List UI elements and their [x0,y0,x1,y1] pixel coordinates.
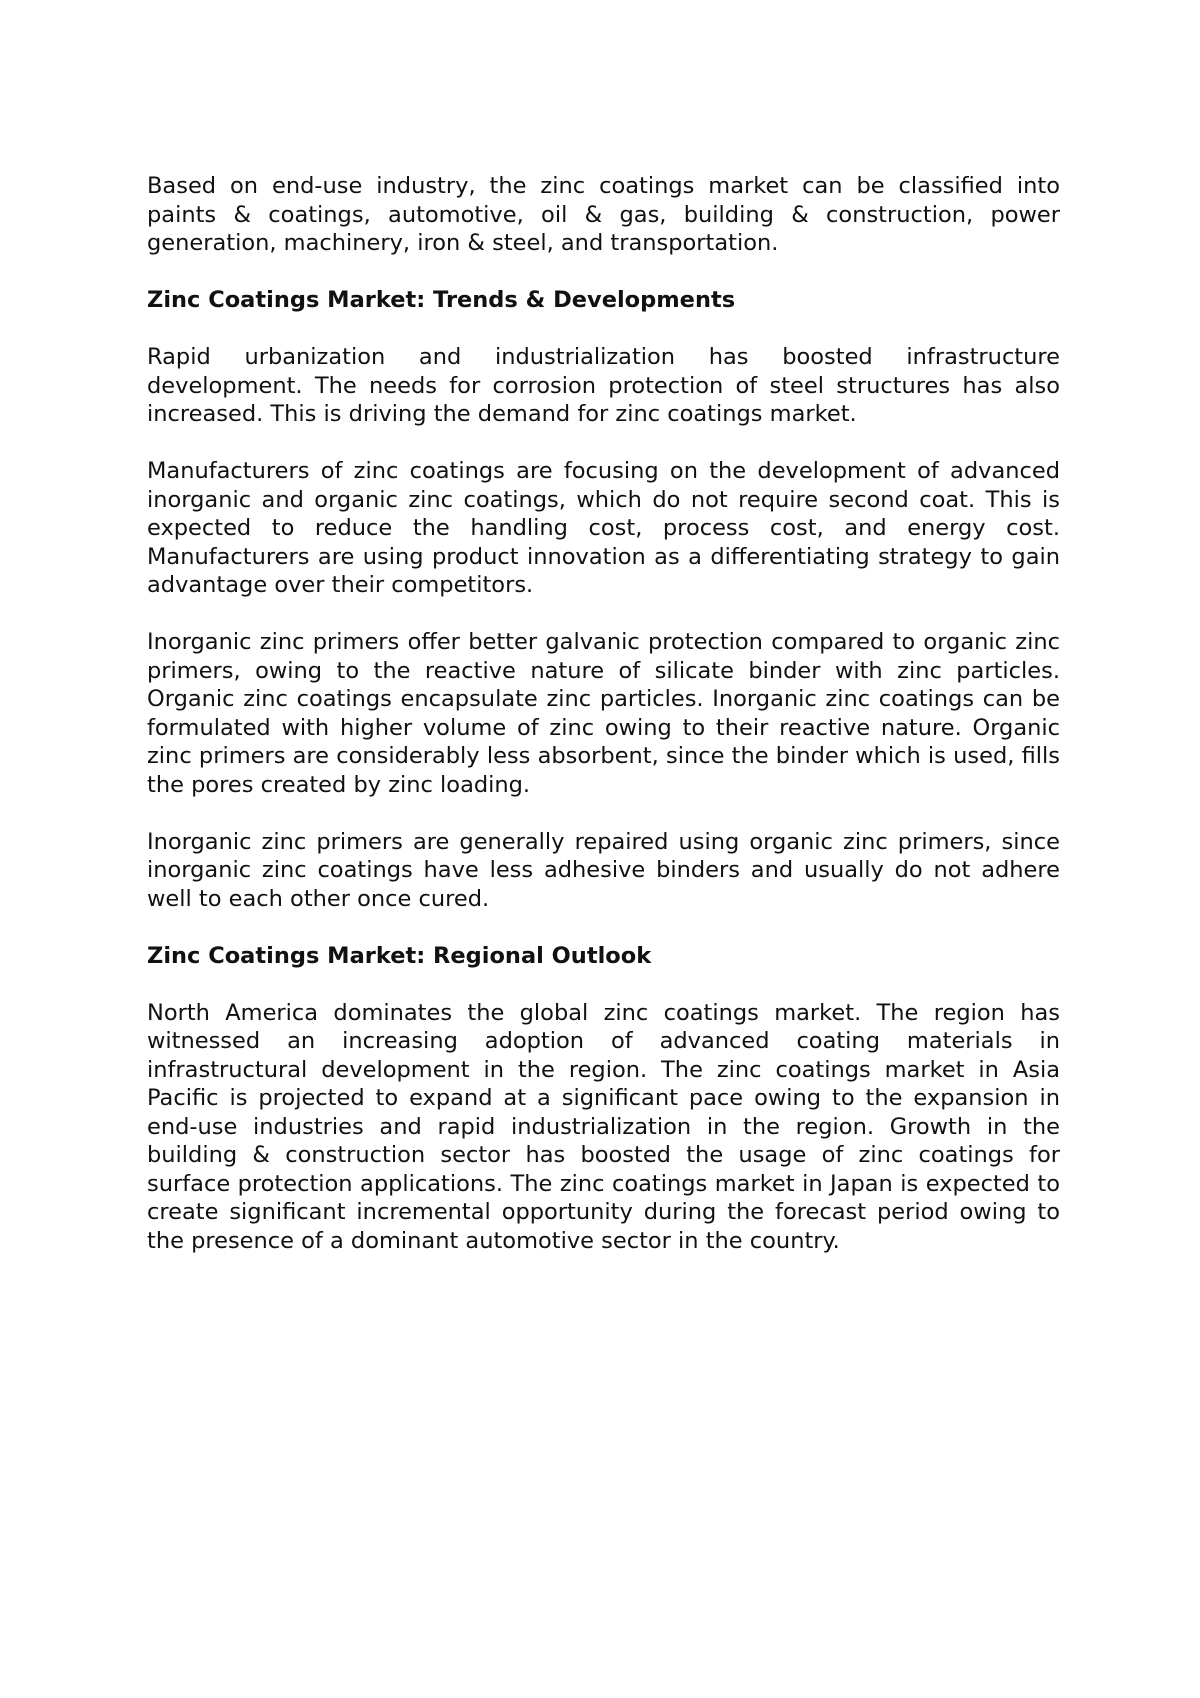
paragraph-manufacturers: Manufacturers of zinc coatings are focusing on the development of advanced inorganic and organic zinc coatings, which do not require second coat. This is expected to reduce the handling cost, process cost, and energy cost. Manufacturers are using product innovation as a differentiating strategy to gain advantage over their competitors. [147,458,1060,598]
paragraph-inorganic-primers: Inorganic zinc primers offer better galvanic protection compared to organic zinc primers, owing to the reactive nature of silicate binder with zinc particles. Organic zinc coatings encapsulate zinc particles. Inorganic zinc coatings can be formulated with higher volume of zinc owing to their reactive nature. Organic zinc primers are considerably less absorbent, since the binder which is used, fills the pores created by zinc loading. [147,629,1060,798]
paragraph-end-use-industry: Based on end-use industry, the zinc coatings market can be classified into paints & coatings, automotive, oil & gas, building & construction, power generation, machinery, iron & steel, and transportation. [147,173,1060,256]
paragraph-repair: Inorganic zinc primers are generally repaired using organic zinc primers, since inorganic zinc coatings have less adhesive binders and usually do not adhere well to each other once cured. [147,828,1060,912]
document-page [147,172,1060,1284]
paragraph-urbanization: Rapid urbanization and industrialization has boosted infrastructure development. The needs for corrosion protection of steel structures has also increased. This is driving the demand for zinc coatings market. [147,344,1060,427]
heading-regional-outlook: Zinc Coatings Market: Regional Outlook [147,942,652,969]
heading-trends-developments: Zinc Coatings Market: Trends & Developments [147,287,736,313]
paragraph-north-america: North America dominates the global zinc coatings market. The region has witnessed an increasing adoption of advanced coating materials in infrastructural development in the region. The zinc coatings market in Asia Pacific is projected to expand at a significant pace owing to the expansion in end-use industries and rapid industrialization in the region. Growth in the building & construction sector has boosted the usage of zinc coatings for surface protection applications. The zinc coatings market in Japan is expected to create significant incremental opportunity during the forecast period owing to the presence of a dominant automotive sector in the country. [147,999,1060,1254]
